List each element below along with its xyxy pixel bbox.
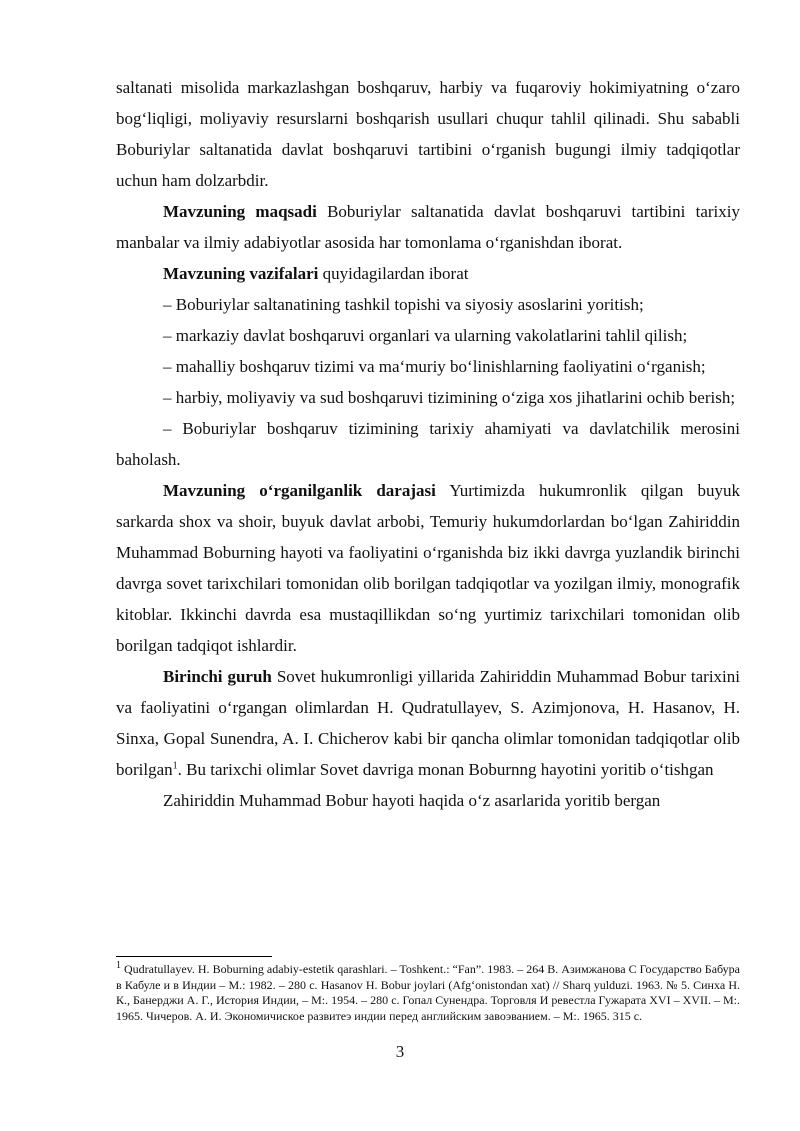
first-group-text-cont: . Bu tarixchi olimlar Sovet davriga monan Boburnng hayotini yoritib o‘tishgan — [177, 760, 714, 779]
task-item: – harbiy, moliyaviy va sud boshqaruvi tizimining o‘ziga xos jihatlarini ochib berish; — [163, 388, 736, 407]
footnote-reference[interactable]: 1 — [172, 760, 178, 772]
task-item: – Boburiylar boshqaruv tizimining tarixiy ahamiyati va davlatchilik merosini baholash. — [116, 419, 740, 469]
paragraph-first-group — [116, 661, 740, 785]
paragraph-intro: saltanati misolida markazlashgan boshqaruv, harbiy va fuqaroviy hokimiyatning o‘zaro bog‘liqligi, moliyaviy resurslarni boshqarish usullari chuqur tahlil qilinadi. Shu sababli Boburiylar saltanatida davlat boshqaruvi tartibini o‘rganish bugungi ilmiy tadqiqotlar uchun ham dolzarbdir. — [116, 78, 740, 190]
study-level-text: Yurtimizda hukumronlik qilgan buyuk sarkarda shox va shoir, buyuk davlat arbobi, Temuriy hukumdorlardan bo‘lgan Zahiriddin Muhammad Boburning hayoti va faoliyatini o‘rganishda biz ikki davrga yuzlandik birinchi davrga sovet tarixchilari tomonidan olib borilgan tadqiqotlar va yozilgan ilmiy, monografik kitoblar. Ikkinchi davrda esa mustaqillikdan so‘ng yurtimiz tarixchilari tomonidan olib borilgan tadqiqot ishlardir. — [116, 481, 741, 655]
document-body — [116, 72, 740, 816]
paragraph-last: Zahiriddin Muhammad Bobur hayoti haqida o‘z asarlarida yoritib bergan — [163, 791, 661, 810]
first-group-text: Sovet hukumronligi yillarida Zahiriddin Muhammad Bobur tarixini va faoliyatini o‘rgangan olimlardan H. Qudratullayev, S. Azimjonova, H. Hasanov, H. Sinxa, Gopal Sunendra, A. I. Chicherov kabi bir qancha olimlar tomonidan tadqiqotlar olib borilgan — [116, 667, 740, 779]
goal-text: Boburiylar saltanatida davlat boshqaruvi tartibini tarixiy manbalar va ilmiy adabiyotlar asosida har tomonlama o‘rganishdan iborat. — [116, 202, 740, 252]
paragraph-goal — [116, 196, 740, 258]
footnote-divider — [116, 956, 272, 957]
page-number: 3 — [395, 1042, 405, 1061]
footnote-text: Qudratullayev. H. Boburning adabiy-estetik qarashlari. – Toshkent.: “Fan”. 1983. – 264 B. Азимжанова С Государство Бабура в Кабуле и в Индии – М.: 1982. – 280 с. Hasanov H. Bobur joylari (Afg‘onistondan xat) // Sharq yulduzi. 1963. № 5. Синха Н. К., Банерджи А. Г., История Индии, – М:. 1954. – 280 с. Гопал Сунендра. Торговля И ревестла Гужарата XVI – XVII. – М:. 1965. Чичеров. А. И. Экономичиское развитеэ индии перед английским завоэванием. – М:. 1965. 315 с. — [116, 962, 740, 1023]
study-level-heading: Mavzuning o‘rganilganlik darajasi — [163, 481, 436, 500]
first-group-heading: Birinchi guruh — [163, 667, 272, 686]
task-item: – Boburiylar saltanatining tashkil topishi va siyosiy asoslarini yoritish; — [163, 295, 644, 314]
paragraph-study-level — [116, 475, 740, 661]
tasks-heading: Mavzuning vazifalari — [163, 264, 319, 283]
footnote-mark: 1 — [116, 960, 121, 971]
paragraph-tasks — [116, 258, 740, 289]
task-item: – mahalliy boshqaruv tizimi va ma‘muriy bo‘linishlarning faoliyatini o‘rganish; — [163, 357, 706, 376]
tasks-text: quyidagilardan iborat — [318, 264, 469, 283]
footnote — [116, 962, 740, 1024]
goal-heading: Mavzuning maqsadi — [163, 202, 317, 221]
task-item: – markaziy davlat boshqaruvi organlari va ularning vakolatlarini tahlil qilish; — [163, 326, 688, 345]
